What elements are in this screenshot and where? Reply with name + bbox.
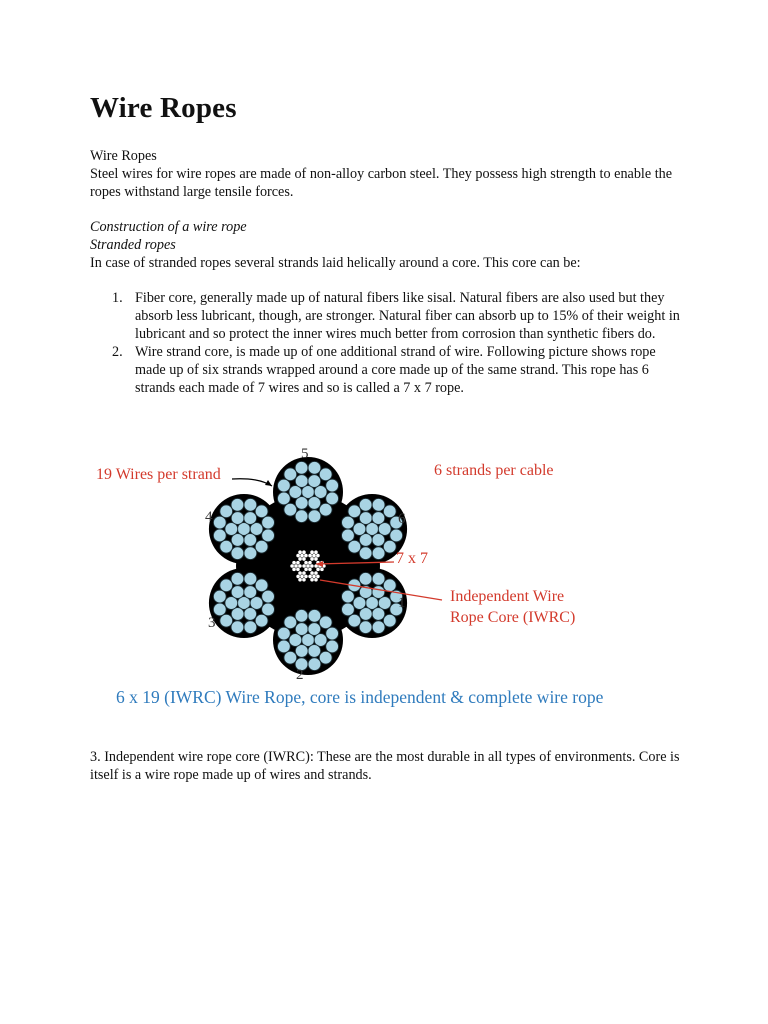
core-wire bbox=[304, 554, 308, 558]
wire bbox=[308, 497, 321, 510]
wire bbox=[308, 658, 321, 671]
wire bbox=[231, 621, 244, 634]
strand-number-3: 3 bbox=[208, 615, 216, 631]
iwrc-label-line1: Independent Wire bbox=[450, 588, 565, 605]
core-wire bbox=[304, 568, 308, 572]
wire bbox=[255, 614, 268, 627]
wire bbox=[220, 579, 233, 592]
core-wire bbox=[306, 564, 310, 568]
wire bbox=[319, 468, 332, 481]
wire bbox=[383, 505, 396, 518]
wire bbox=[308, 475, 321, 488]
stranded-ropes-subheading: Stranded ropes bbox=[90, 237, 176, 253]
wire bbox=[244, 512, 257, 525]
wire bbox=[372, 608, 385, 621]
wire bbox=[244, 572, 257, 585]
wire bbox=[359, 621, 372, 634]
list-item bbox=[90, 343, 680, 397]
core-wire bbox=[298, 571, 302, 575]
wire-rope-figure bbox=[80, 440, 680, 730]
rope-body bbox=[209, 457, 407, 675]
core-wire bbox=[312, 575, 316, 579]
construction-heading: Construction of a wire rope bbox=[90, 219, 247, 235]
core-wire bbox=[302, 578, 306, 582]
wire bbox=[348, 614, 361, 627]
iwrc-label-line2: Rope Core (IWRC) bbox=[450, 609, 576, 626]
core-7x7-label: 7 x 7 bbox=[396, 550, 428, 567]
wire bbox=[255, 505, 268, 518]
core-wire bbox=[296, 575, 300, 579]
wire bbox=[372, 498, 385, 511]
core-wire bbox=[308, 561, 312, 565]
wire bbox=[372, 512, 385, 525]
wire bbox=[244, 498, 257, 511]
outro-section bbox=[90, 748, 680, 784]
wire bbox=[326, 640, 339, 653]
intro-heading: Wire Ropes bbox=[90, 148, 157, 164]
core-wire bbox=[290, 564, 294, 568]
wire bbox=[277, 479, 290, 492]
list-item bbox=[90, 289, 680, 343]
wire bbox=[348, 505, 361, 518]
wire bbox=[342, 529, 355, 542]
wire bbox=[231, 547, 244, 560]
outro-text: 3. Independent wire rope core (IWRC): These are the most durable in all types of environments. Core is itself is a wire rope made up of wires and strands. bbox=[90, 749, 680, 783]
core-wire bbox=[314, 557, 318, 561]
wire bbox=[220, 614, 233, 627]
list-item-text: Fiber core, generally made up of natural fibers like sisal. Natural fibers are also used but they absorb less lubricant, though, are stronger. Natural fiber can absorb up to 15% of their weight in lubricant and so protect the inner wires much better from corrosion than synthetic fibers do. bbox=[135, 290, 680, 342]
wire bbox=[277, 640, 290, 653]
wire bbox=[308, 609, 321, 622]
core-wire bbox=[300, 554, 304, 558]
core-wire bbox=[304, 561, 308, 565]
strand-number-4: 4 bbox=[205, 509, 213, 525]
core-wire bbox=[310, 564, 314, 568]
wire bbox=[231, 498, 244, 511]
wire bbox=[284, 503, 297, 516]
wire bbox=[213, 529, 226, 542]
core-wire bbox=[298, 564, 302, 568]
wires-per-strand-label: 19 Wires per strand bbox=[96, 466, 221, 483]
wire bbox=[326, 492, 339, 505]
wire bbox=[213, 516, 226, 529]
figure-caption: 6 x 19 (IWRC) Wire Rope, core is independent & complete wire rope bbox=[116, 687, 604, 707]
strand-number-1: 1 bbox=[398, 595, 406, 611]
wire bbox=[213, 603, 226, 616]
core-wire bbox=[316, 554, 320, 558]
list-item-number: 2. bbox=[112, 344, 123, 360]
intro-text: Steel wires for wire ropes are made of non-alloy carbon steel. They possess high strength to enable the ropes withstand large tensile forces. bbox=[90, 166, 673, 200]
core-wire bbox=[304, 575, 308, 579]
core-wire bbox=[302, 564, 306, 568]
wire bbox=[220, 540, 233, 553]
strand-number-5: 5 bbox=[301, 446, 309, 462]
wire bbox=[342, 603, 355, 616]
strand bbox=[273, 457, 343, 527]
wire bbox=[342, 590, 355, 603]
core-wire bbox=[316, 575, 320, 579]
core-wire bbox=[314, 550, 318, 554]
wire bbox=[277, 627, 290, 640]
wire bbox=[262, 529, 275, 542]
wire bbox=[359, 572, 372, 585]
core-wire bbox=[296, 554, 300, 558]
core-wire bbox=[302, 557, 306, 561]
wire bbox=[342, 516, 355, 529]
wire bbox=[262, 603, 275, 616]
wire bbox=[231, 572, 244, 585]
strand bbox=[209, 494, 279, 564]
wire bbox=[359, 498, 372, 511]
wire bbox=[372, 572, 385, 585]
list-item-text: Wire strand core, is made up of one additional strand of wire. Following picture shows rope made up of six strands wrapped around a core made up of the same strand. This rope has 6 strands each made of 7 wires and so is called a 7 x 7 rope. bbox=[135, 344, 656, 396]
construction-section bbox=[90, 218, 680, 272]
core-wire bbox=[302, 550, 306, 554]
strand-number-6: 6 bbox=[398, 511, 406, 527]
strand-number-2: 2 bbox=[296, 667, 304, 683]
core-wire bbox=[308, 575, 312, 579]
wire bbox=[295, 623, 308, 636]
wire bbox=[359, 547, 372, 560]
wire bbox=[359, 512, 372, 525]
core-wire bbox=[320, 568, 324, 572]
wire bbox=[244, 547, 257, 560]
intro-section bbox=[90, 147, 680, 201]
wire bbox=[308, 461, 321, 474]
core-wire bbox=[298, 578, 302, 582]
wire bbox=[255, 540, 268, 553]
page-title: Wire Ropes bbox=[90, 92, 237, 124]
strand bbox=[273, 605, 343, 675]
wire bbox=[383, 579, 396, 592]
core-wire bbox=[298, 550, 302, 554]
wire bbox=[372, 621, 385, 634]
core-wire bbox=[292, 561, 296, 565]
wire bbox=[326, 627, 339, 640]
wire bbox=[390, 529, 403, 542]
wire bbox=[295, 461, 308, 474]
core-wire bbox=[310, 550, 314, 554]
wire bbox=[348, 540, 361, 553]
core-wire bbox=[314, 571, 318, 575]
wire bbox=[255, 579, 268, 592]
core-wire bbox=[314, 564, 318, 568]
core-wire bbox=[310, 578, 314, 582]
core-wire bbox=[308, 554, 312, 558]
core-wire bbox=[300, 575, 304, 579]
core-wire bbox=[296, 561, 300, 565]
wire bbox=[231, 512, 244, 525]
wire bbox=[319, 651, 332, 664]
wire bbox=[295, 609, 308, 622]
wire bbox=[244, 586, 257, 599]
wire bbox=[277, 492, 290, 505]
wire bbox=[231, 586, 244, 599]
strand bbox=[337, 568, 407, 638]
wire bbox=[372, 534, 385, 547]
wire bbox=[284, 616, 297, 629]
wire bbox=[284, 651, 297, 664]
wire bbox=[284, 468, 297, 481]
wire bbox=[295, 475, 308, 488]
wire bbox=[308, 510, 321, 523]
core-types-list bbox=[90, 289, 680, 397]
wire bbox=[213, 590, 226, 603]
wire bbox=[372, 547, 385, 560]
core-wire bbox=[296, 568, 300, 572]
wire bbox=[319, 503, 332, 516]
core-wire bbox=[316, 568, 320, 572]
wire bbox=[383, 614, 396, 627]
wire bbox=[308, 623, 321, 636]
strands-per-cable-label: 6 strands per cable bbox=[434, 462, 554, 479]
wire bbox=[308, 645, 321, 658]
core-wire bbox=[294, 564, 298, 568]
wire bbox=[220, 505, 233, 518]
core-wire bbox=[310, 557, 314, 561]
wire bbox=[372, 586, 385, 599]
wire bbox=[244, 621, 257, 634]
wire bbox=[262, 516, 275, 529]
wire bbox=[319, 616, 332, 629]
core-wire bbox=[314, 578, 318, 582]
core-wire bbox=[302, 571, 306, 575]
core-wire bbox=[292, 568, 296, 572]
wire bbox=[295, 510, 308, 523]
construction-text: In case of stranded ropes several strands laid helically around a core. This core can be: bbox=[90, 255, 581, 271]
list-item-number: 1. bbox=[112, 290, 123, 306]
wire bbox=[383, 540, 396, 553]
core-wire bbox=[312, 554, 316, 558]
wire bbox=[326, 479, 339, 492]
core-wire bbox=[308, 568, 312, 572]
wire bbox=[244, 608, 257, 621]
core-wire bbox=[310, 571, 314, 575]
wire bbox=[262, 590, 275, 603]
core-wire bbox=[298, 557, 302, 561]
strand bbox=[209, 568, 279, 638]
wire bbox=[244, 534, 257, 547]
